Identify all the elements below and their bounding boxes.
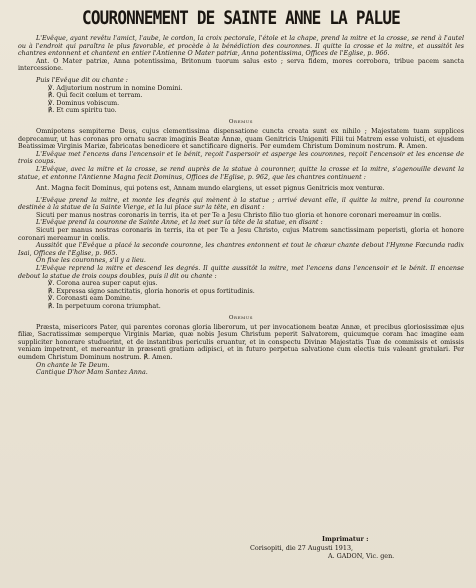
versicle-line: ℣. Coronasti eam Domine.	[48, 295, 132, 303]
imprimatur-block	[250, 535, 460, 561]
versicles-list-2	[18, 280, 464, 310]
incense-rubric: L'Evêque met l'encens dans l'encensoir et le bénit, reçoit l'aspersoir et asperge les couronnes, reçoit l'encensoir et les encense de trois coups.	[18, 150, 464, 166]
intro-rubric: L'Evêque, ayant revêtu l'amict, l'aube, le cordon, la croix pectorale, l'étole et la chape, prend la mitre et la crosse, se rend à l'autel ou à l'endroit qui paraîtra le plus favorable, et procède à la bénédiction des couronnes. Il quitte la crosse et la mitre, et aussitôt les chantres entonnent et chantent en entier l'Antienne O Mater patriæ, Anna potentissima, Offices de l'Eglise, p. 966.	[18, 35, 464, 58]
oremus-heading-2: Oremus	[228, 314, 254, 321]
versicle-line: ℣. Adjutorium nostrum in nomine Domini.	[48, 84, 183, 92]
response-line: ℟. Expressa signo sanctitatis, gloria honoris et opus fortitudinis.	[48, 287, 255, 295]
versicles-list	[18, 85, 464, 115]
blessing-prayer: Omnipotens sempiterne Deus, cujus clementissima dispensatione cuncta creata sunt ex nihilo ; Majestatem tuam supplices deprecamur, ut has coronas pro ornatu sacræ imaginis Beatæ Annæ, quam Genitricis Unigeniti Filii tui Matrem esse voluisti, et ejusdem Beatissimæ Virginis Mariæ, fabricatas benedicere et sanctificare digneris. Per eumdem Christum Dominum nostrum. ℟. Amen.	[18, 127, 464, 151]
imprimatur-place-date: Corisopiti, die 27 Augusti 1913,	[250, 543, 354, 552]
fix-crowns-rubric: On fixe les couronnes, s'il y a lieu.	[36, 257, 146, 265]
versicle-line: ℣. Corona aurea super caput ejus.	[48, 280, 158, 288]
response-line: ℟. Qui fecit cœlum et terram.	[48, 92, 143, 100]
te-deum-rubric: On chante le Te Deum.	[36, 361, 110, 369]
first-crowning-rubric: L'Evêque prend la mitre, et monte les degrés qui mènent à la statue ; arrivé devant elle, il quitte la mitre, prend la couronne destinée à la statue de la Sainte Vierge, et la lui place sur la tête, en disant :	[18, 196, 464, 212]
second-crowning-formula: Sicuti per manus nostras coronaris in terris, ita et per Te a Jesu Christo, cujus Matrem sanctissimam peperisti, gloria et honore coronari mereamur in cœlis.	[18, 227, 464, 242]
oremus-heading: Oremus	[228, 118, 254, 125]
imprimatur-title: Imprimatur :	[322, 535, 369, 543]
response-line: ℟. In perpetuum corona triumphat.	[48, 303, 161, 310]
versicles-rubric: Puis l'Evêque dit ou chante :	[36, 76, 128, 84]
document-title: COURONNEMENT DE SAINTE ANNE LA PALUE	[82, 6, 400, 29]
response-line: ℟. Et cum spiritu tuo.	[48, 107, 117, 115]
second-crowning-rubric: L'Evêque prend la couronne de Sainte Anne, et la met sur la tête de la statue, en disant :	[36, 219, 323, 227]
intro-antiphon: Ant. O Mater patriæ, Anna potentissima, Britonum tuorum salus esto ; serva fidem, mores corrobora, tribue pacem sancta intercessione.	[18, 57, 464, 73]
magna-fecit-antiphon: Ant. Magna fecit Dominus, qui potens est, Annam mundo elargiens, ut esset pignus Genitricis mox venturæ.	[36, 185, 385, 193]
first-crowning-formula: Sicuti per manus nostras coronaris in terris, ita et per Te a Jesu Christo filio tuo gloria et honore coronari mereamur in cœlis.	[36, 211, 442, 219]
imprimatur-signature: A. GADON, Vic. gen.	[328, 552, 395, 560]
hymn-rubric: Aussitôt que l'Evêque a placé la seconde couronne, les chantres entonnent et tout le chœur chante debout l'Hymne Fœcunda radix Isai, Offices de l'Eglise, p. 965.	[18, 242, 464, 257]
procession-rubric: L'Evêque, avec la mitre et la crosse, se rend auprès de la statue à couronner, quitte la crosse et la mitre, s'agenouille devant la statue, et entonne l'Antienne Magna fecit Dominus, Offices de l'Eglise, p. 962, que les chantres continuent :	[18, 165, 464, 181]
canticle-rubric: Cantique D'hor Mam Santez Anna.	[36, 369, 148, 377]
incensing-rubric: L'Evêque reprend la mitre et descend les degrés. Il quitte aussitôt la mitre, met l'encens dans l'encensoir et le bénit. Il encense debout la statue de trois coups doubles, puis il dit ou chante :	[18, 265, 464, 280]
closing-prayer: Præsta, misericors Pater, qui parentes coronas gloria liberorum, ut per invocationem beatæ Annæ, et precibus gloriosissimæ ejus filiæ, Sacratissimæ semperque Virginis Mariæ, quæ nobis Jesum Christum peperit Salvatorem, quicumque coram hac imagine eam suppliciter honorare studuerint, et de instantibus periculis eruantur, et in conspectu Divinæ Majestatis Tuæ de commissis et omissis veniam impetrent, et mereantur in præsenti gratiam adipisci, et in futuro perpetua salvatione cum electis tuis valeant gratulari. Per eumdem Christum Dominum nostrum. ℟. Amen.	[18, 323, 464, 361]
versicle-line: ℣. Dominus vobiscum.	[48, 99, 120, 107]
